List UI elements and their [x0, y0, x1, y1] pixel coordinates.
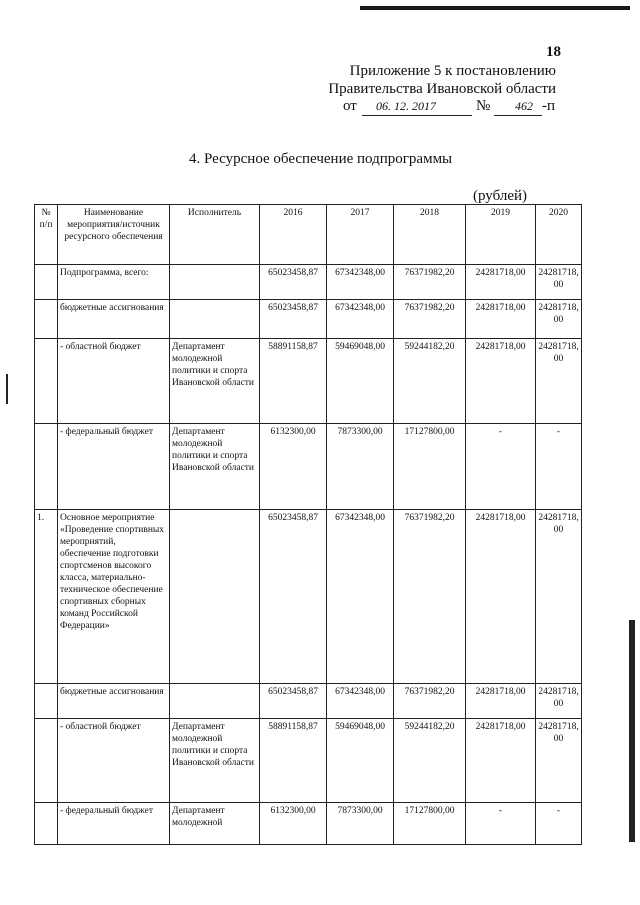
cell-name: Подпрограмма, всего:	[58, 265, 170, 300]
cell-2016: 58891158,87	[260, 339, 327, 424]
table-header-row	[35, 205, 582, 265]
cell-num: 1.	[35, 510, 58, 684]
cell-2020: 24281718,00	[536, 510, 582, 684]
cell-executor	[170, 684, 260, 719]
table-row	[35, 684, 582, 719]
number-underline	[494, 115, 542, 116]
scan-edge-shadow	[629, 620, 635, 842]
cell-2016: 65023458,87	[260, 684, 327, 719]
header-2017: 2017	[327, 205, 394, 265]
from-label: от	[343, 98, 357, 114]
table-row	[35, 424, 582, 510]
units-label: (рублей)	[473, 188, 528, 204]
cell-executor: Департамент молодежной политики и спорта Ивановской области	[170, 719, 260, 803]
table-row	[35, 803, 582, 845]
cell-executor: Департамент молодежной политики и спорта Ивановской области	[170, 424, 260, 510]
cell-name: бюджетные ассигнования	[58, 684, 170, 719]
cell-2018: 76371982,20	[394, 265, 466, 300]
cell-name: - федеральный бюджет	[58, 424, 170, 510]
cell-2020: 24281718,00	[536, 339, 582, 424]
scan-margin-mark	[6, 374, 8, 404]
cell-2020: -	[536, 803, 582, 845]
cell-2019: 24281718,00	[466, 719, 536, 803]
appendix-header	[300, 62, 556, 98]
cell-2018: 76371982,20	[394, 300, 466, 339]
cell-2016: 6132300,00	[260, 424, 327, 510]
header-num: № п/п	[35, 205, 58, 265]
cell-executor: Департамент молодежной политики и спорта Ивановской области	[170, 339, 260, 424]
cell-2017: 67342348,00	[327, 684, 394, 719]
cell-2020: 24281718,00	[536, 265, 582, 300]
cell-2017: 67342348,00	[327, 300, 394, 339]
cell-2019: 24281718,00	[466, 265, 536, 300]
header-name: Наименование мероприятия/источник ресурсного обеспечения	[58, 205, 170, 265]
cell-2017: 67342348,00	[327, 265, 394, 300]
table-row	[35, 300, 582, 339]
table-row	[35, 265, 582, 300]
header-2020: 2020	[536, 205, 582, 265]
cell-2016: 58891158,87	[260, 719, 327, 803]
cell-2017: 67342348,00	[327, 510, 394, 684]
cell-2018: 17127800,00	[394, 803, 466, 845]
cell-2019: 24281718,00	[466, 339, 536, 424]
cell-2020: -	[536, 424, 582, 510]
decree-number: 462	[515, 99, 533, 113]
cell-2016: 65023458,87	[260, 510, 327, 684]
cell-num	[35, 339, 58, 424]
cell-2017: 59469048,00	[327, 339, 394, 424]
header-2016: 2016	[260, 205, 327, 265]
cell-2018: 76371982,20	[394, 684, 466, 719]
decree-date: 06. 12. 2017	[376, 99, 436, 113]
cell-executor	[170, 300, 260, 339]
cell-2018: 59244182,20	[394, 719, 466, 803]
cell-name: Основное мероприятие «Проведение спортивных мероприятий, обеспечение подготовки спортсменов высокого класса, материально-техническое обеспечение спортивных сборных команд Российской Федерации»	[58, 510, 170, 684]
cell-name: - областной бюджет	[58, 719, 170, 803]
table-row	[35, 510, 582, 684]
cell-executor	[170, 510, 260, 684]
header-2019: 2019	[466, 205, 536, 265]
cell-2017: 7873300,00	[327, 803, 394, 845]
date-underline	[362, 115, 472, 116]
cell-2017: 59469048,00	[327, 719, 394, 803]
table-row	[35, 339, 582, 424]
cell-name: - федеральный бюджет	[58, 803, 170, 845]
scan-top-line	[360, 6, 630, 10]
cell-2019: 24281718,00	[466, 300, 536, 339]
resource-table	[34, 204, 582, 845]
number-label: №	[476, 98, 491, 114]
cell-num	[35, 803, 58, 845]
table-row	[35, 719, 582, 803]
cell-2019: -	[466, 424, 536, 510]
cell-name: бюджетные ассигнования	[58, 300, 170, 339]
header-2018: 2018	[394, 205, 466, 265]
cell-num	[35, 265, 58, 300]
cell-executor: Департамент молодежной	[170, 803, 260, 845]
cell-2017: 7873300,00	[327, 424, 394, 510]
cell-2016: 65023458,87	[260, 265, 327, 300]
cell-2016: 65023458,87	[260, 300, 327, 339]
cell-2020: 24281718,00	[536, 300, 582, 339]
header-executor: Исполнитель	[170, 205, 260, 265]
appendix-line-1: Приложение 5 к постановлению	[349, 63, 556, 79]
appendix-line-2: Правительства Ивановской области	[328, 81, 556, 97]
number-suffix: -п	[542, 98, 556, 114]
cell-2018: 17127800,00	[394, 424, 466, 510]
cell-name: - областной бюджет	[58, 339, 170, 424]
cell-executor	[170, 265, 260, 300]
cell-2019: 24281718,00	[466, 684, 536, 719]
cell-2019: -	[466, 803, 536, 845]
cell-2020: 24281718,00	[536, 719, 582, 803]
cell-num	[35, 300, 58, 339]
cell-2018: 76371982,20	[394, 510, 466, 684]
cell-2016: 6132300,00	[260, 803, 327, 845]
cell-2019: 24281718,00	[466, 510, 536, 684]
cell-2020: 24281718,00	[536, 684, 582, 719]
section-title: 4. Ресурсное обеспечение подпрограммы	[189, 151, 453, 167]
cell-num	[35, 719, 58, 803]
cell-num	[35, 684, 58, 719]
page-number: 18	[546, 44, 561, 60]
cell-2018: 59244182,20	[394, 339, 466, 424]
cell-num	[35, 424, 58, 510]
